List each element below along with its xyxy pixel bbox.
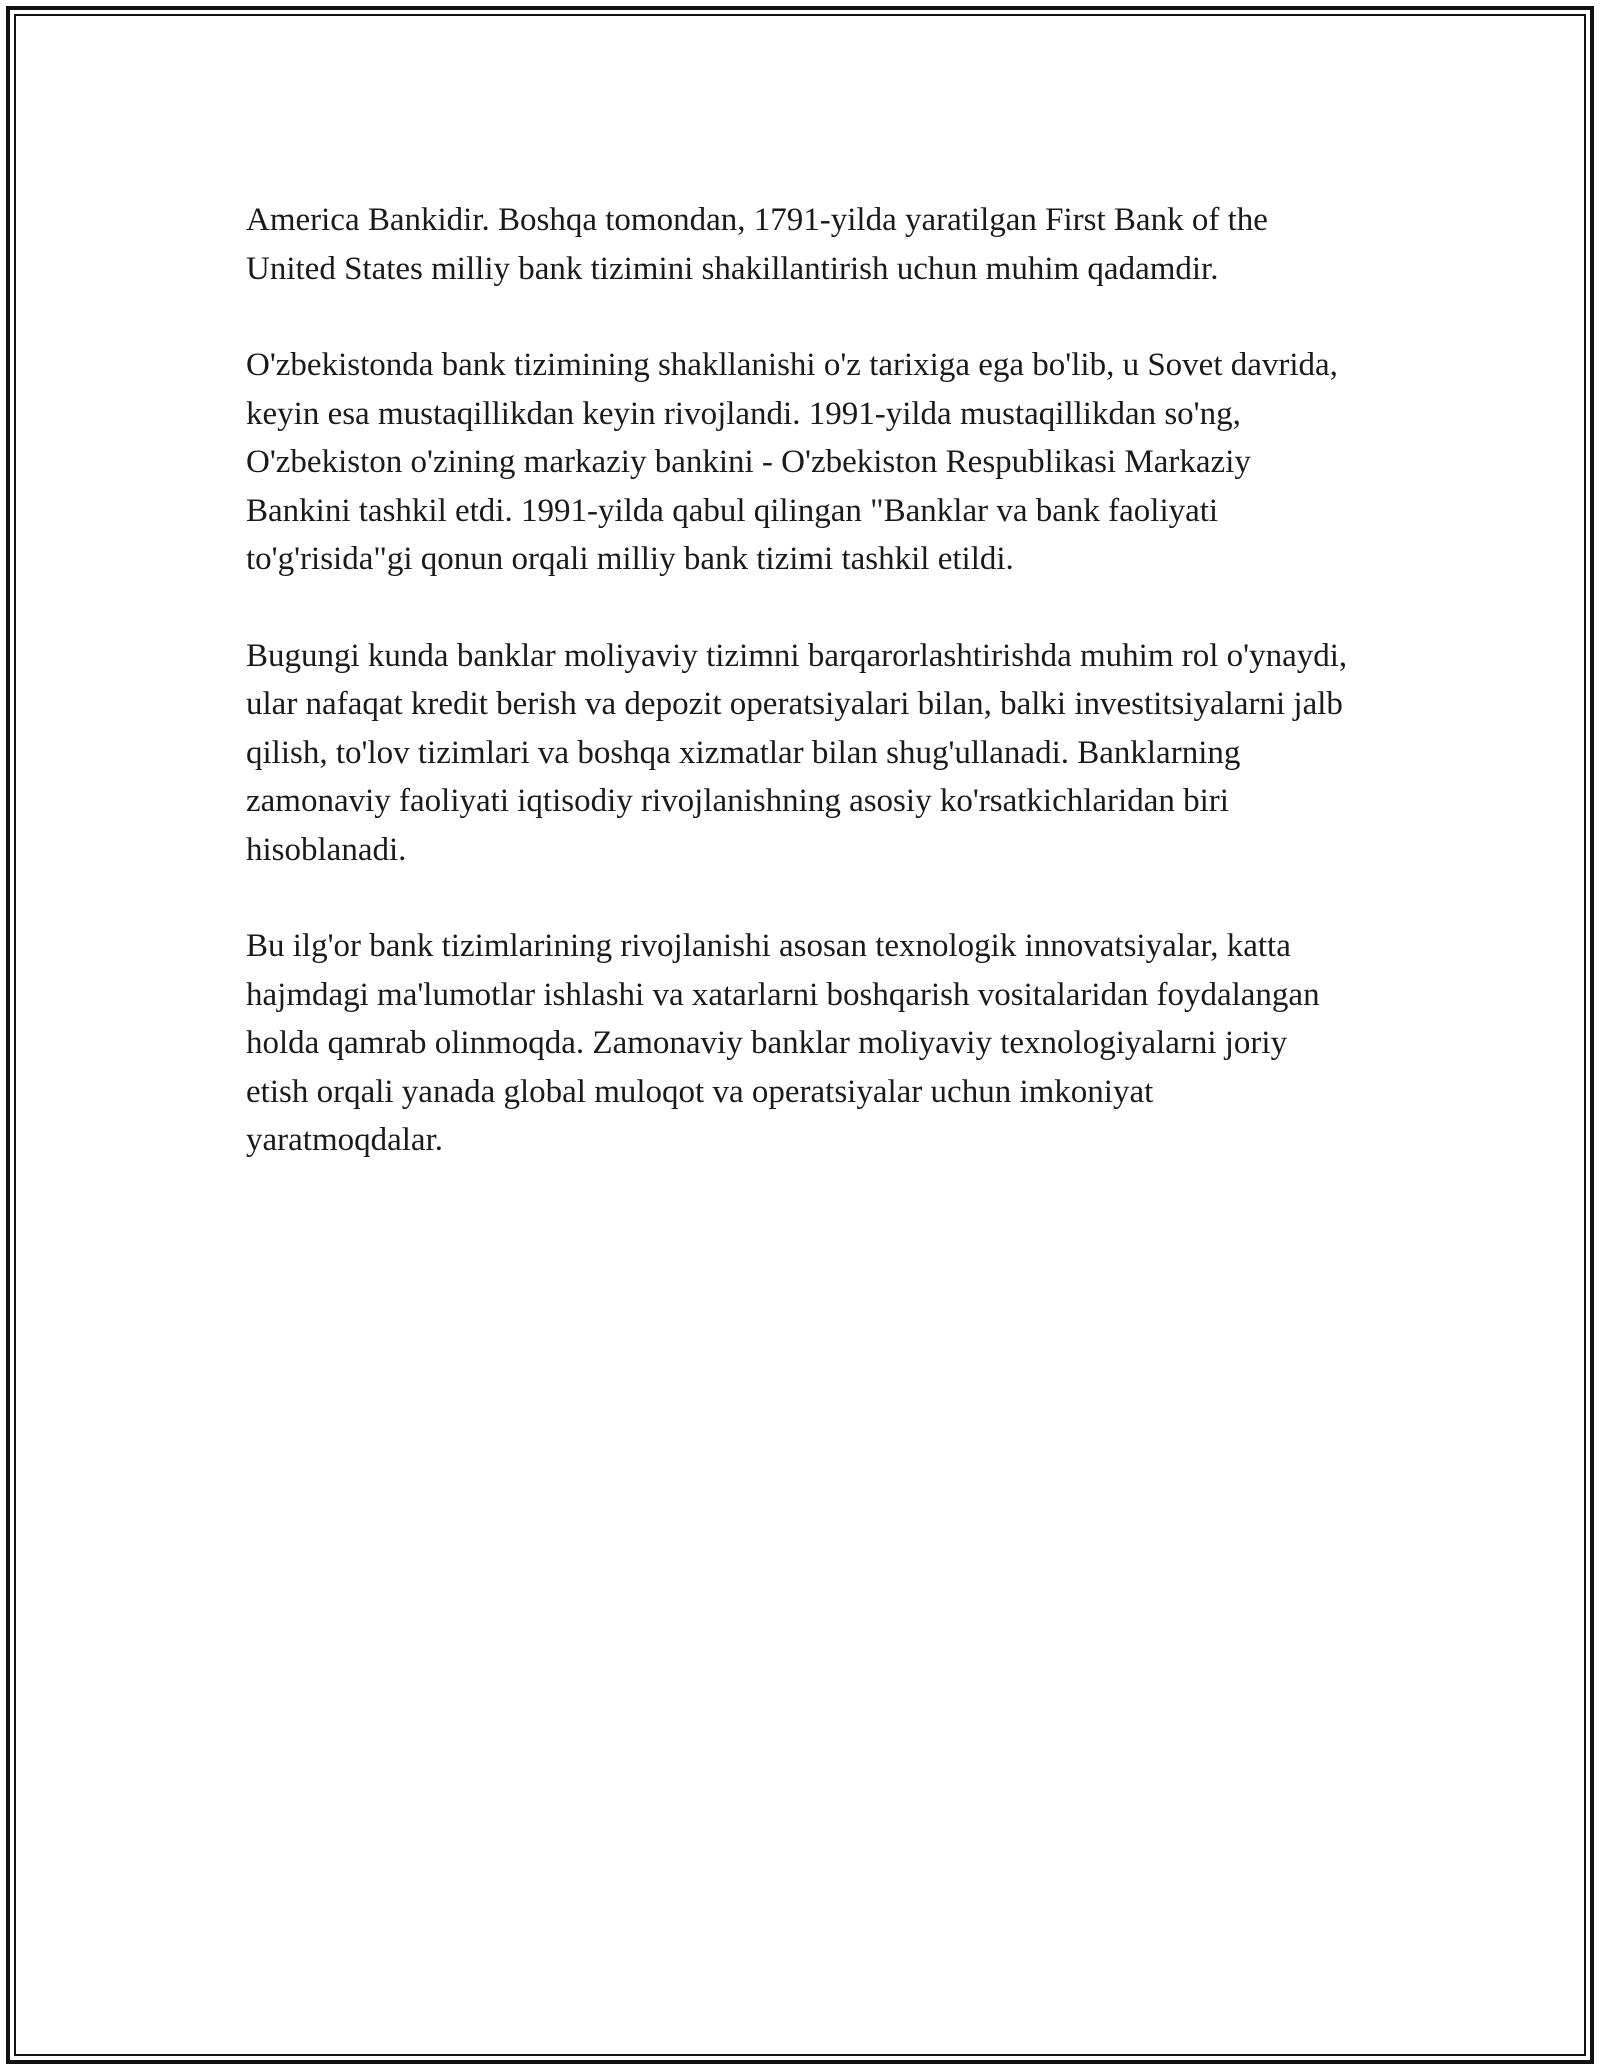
page-frame <box>6 6 1594 2064</box>
paragraph-3: Bugungi kunda banklar moliyaviy tizimni barqarorlashtirishda muhim rol o'ynaydi, ular nafaqat kredit berish va depozit operatsiyalari bilan, balki investitsiyalarni jalb qilish, to'lov tizimlari va boshqa xizmatlar bilan shug'ullanadi. Banklarning zamonaviy faoliyati iqtisodiy rivojlanishning asosiy ko'rsatkichlaridan biri hisoblanadi. <box>246 637 1348 868</box>
paragraph-1: America Bankidir. Boshqa tomondan, 1791-yilda yaratilgan First Bank of the United States milliy bank tizimini shakillantirish uchun muhim qadamdir. <box>246 202 1268 287</box>
paragraph-4: Bu ilg'or bank tizimlarining rivojlanishi asosan texnologik innovatsiyalar, katta hajmdagi ma'lumotlar ishlashi va xatarlarni boshqarish vositalaridan foydalangan holda qamrab olinmoqda. Zamonaviy banklar moliyaviy texnologiyalarni joriy etish orqali yanada global muloqot va operatsiyalar uchun imkoniyat yaratmoqdalar. <box>246 928 1320 1158</box>
page-content <box>246 196 1354 1213</box>
paragraph-2: O'zbekistonda bank tizimining shakllanishi o'z tarixiga ega bo'lib, u Sovet davrida, keyin esa mustaqillikdan keyin rivojlandi. 1991-yilda mustaqillikdan so'ng, O'zbekiston o'zining markaziy bankini - O'zbekiston Respublikasi Markaziy Bankini tashkil etdi. 1991-yilda qabul qilingan "Banklar va bank faoliyati to'g'risida"gi qonun orqali milliy bank tizimi tashkil etildi. <box>246 347 1338 577</box>
